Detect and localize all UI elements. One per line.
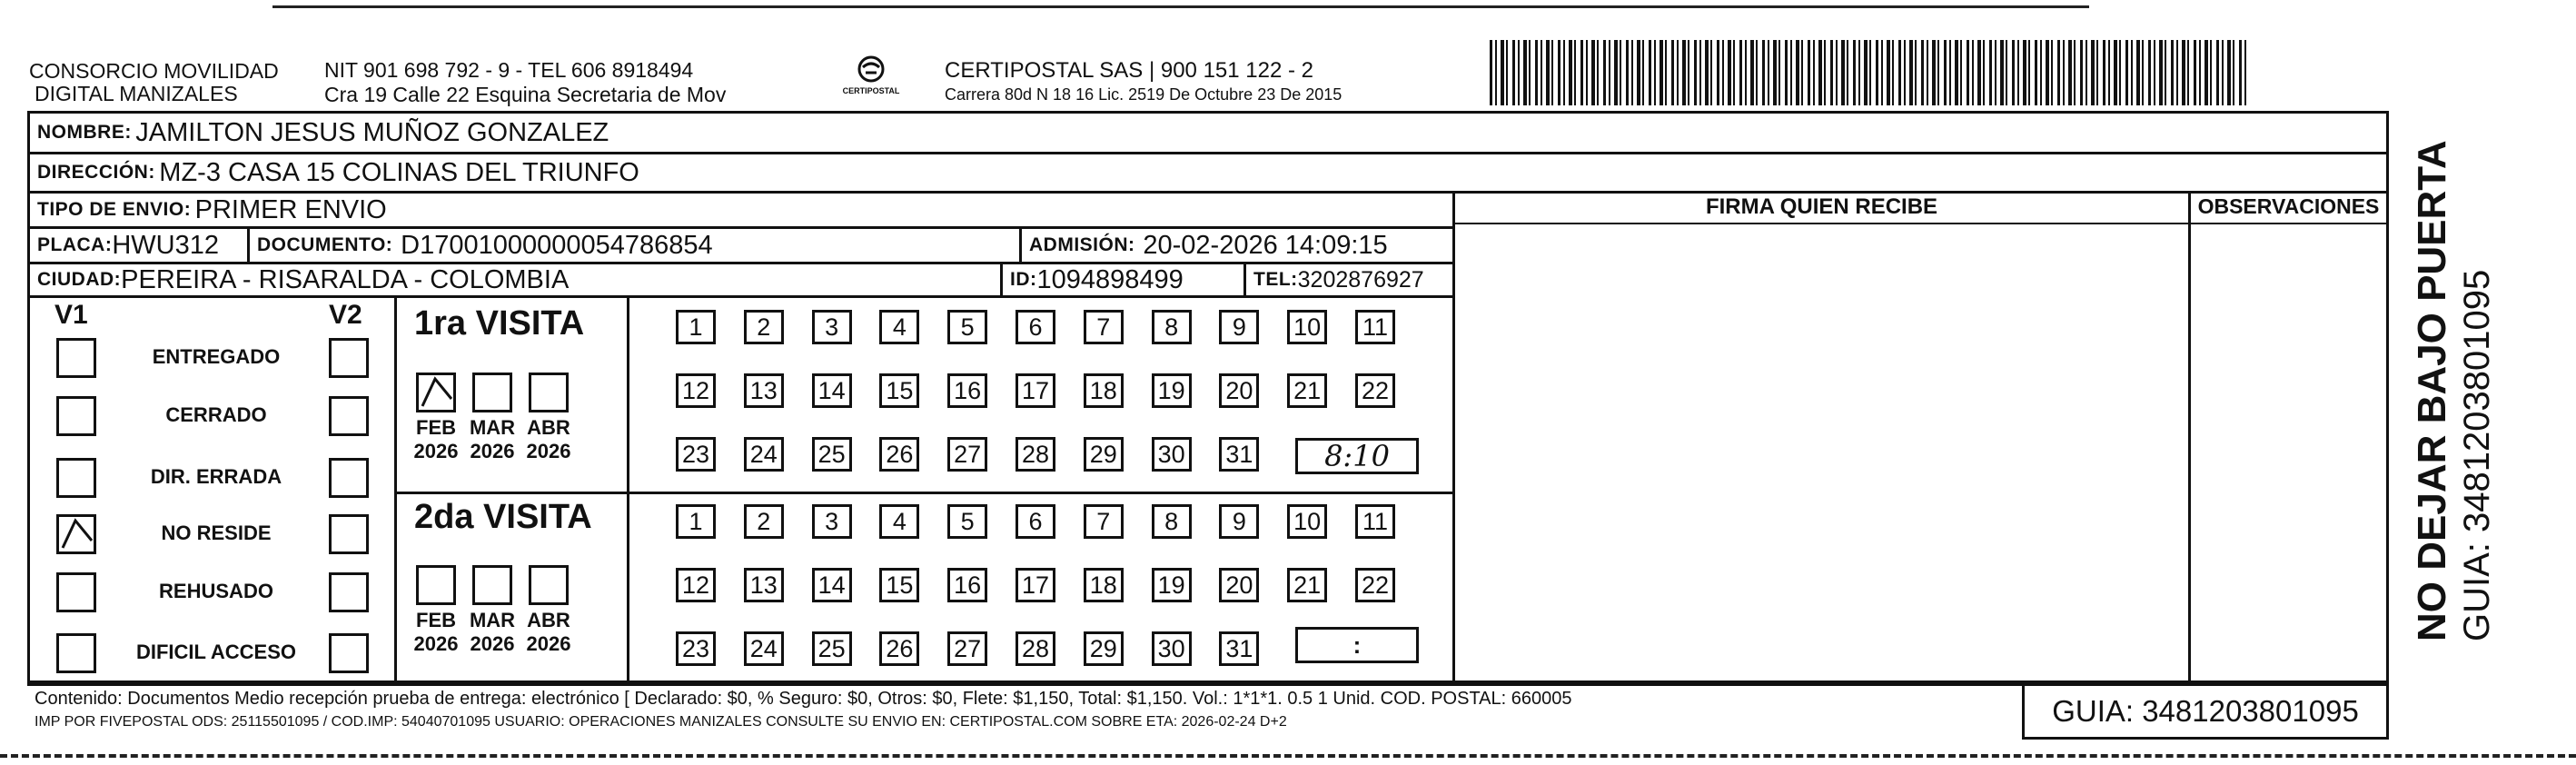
month-checkbox[interactable] xyxy=(529,565,569,605)
month-year: 2026 xyxy=(413,632,459,655)
month-year: 2026 xyxy=(526,632,571,655)
placa-value: HWU312 xyxy=(112,230,219,260)
top-torn-edge xyxy=(272,0,2089,8)
first-visit-day-box[interactable]: 7 xyxy=(1084,310,1124,344)
month-checkbox[interactable] xyxy=(529,373,569,412)
first-visit-day-box[interactable]: 22 xyxy=(1355,373,1395,408)
first-visit-day-box[interactable]: 19 xyxy=(1152,373,1192,408)
second-visit-day-box[interactable]: 5 xyxy=(947,504,987,539)
first-visit-day-box[interactable]: 16 xyxy=(947,373,987,408)
v2-label: V2 xyxy=(329,300,362,330)
first-visit-day-box[interactable]: 30 xyxy=(1152,437,1192,472)
month-year: 2026 xyxy=(470,440,515,462)
no-dejar-bajo-puerta: NO DEJAR BAJO PUERTA xyxy=(2410,140,2454,641)
second-visit-day-box[interactable]: 17 xyxy=(1016,568,1055,602)
month-year: 2026 xyxy=(413,440,459,462)
second-visit-day-box[interactable]: 25 xyxy=(812,631,852,666)
first-visit-day-box[interactable]: 27 xyxy=(947,437,987,472)
firma-header-line xyxy=(1452,223,2191,224)
admision-label: ADMISIÓN: xyxy=(1029,234,1135,255)
option-label: ENTREGADO xyxy=(152,345,281,368)
documento-value: D17001000000054786854 xyxy=(401,230,713,260)
guia-box xyxy=(2022,683,2389,740)
documento-cell xyxy=(247,226,1022,264)
month-label xyxy=(412,609,460,656)
address-line: Cra 19 Calle 22 Esquina Secretaria de Mov xyxy=(324,83,727,106)
v1-checkbox[interactable] xyxy=(56,458,96,498)
barcode xyxy=(1490,40,2248,105)
first-visit-day-box[interactable]: 12 xyxy=(676,373,716,408)
first-visit-day-box[interactable]: 31 xyxy=(1219,437,1259,472)
second-visit-day-box[interactable]: 9 xyxy=(1219,504,1259,539)
second-visit-day-box[interactable]: 2 xyxy=(744,504,784,539)
month-checkbox[interactable] xyxy=(416,565,456,605)
second-visit-day-box[interactable]: 18 xyxy=(1084,568,1124,602)
guia-box-text: GUIA: 3481203801095 xyxy=(2052,694,2359,728)
month-name: FEB xyxy=(416,416,456,439)
nit-line: NIT 901 698 792 - 9 - TEL 606 8918494 xyxy=(324,58,694,82)
placa-label: PLACA: xyxy=(37,234,113,255)
second-visit-day-box[interactable]: 3 xyxy=(812,504,852,539)
month-name: FEB xyxy=(416,609,456,631)
option-label: REHUSADO xyxy=(159,580,273,602)
second-visit-day-box[interactable]: 29 xyxy=(1084,631,1124,666)
observaciones-header-line xyxy=(2188,223,2389,224)
nombre-label: NOMBRE: xyxy=(37,122,132,143)
ciudad-value: PEREIRA - RISARALDA - COLOMBIA xyxy=(121,264,570,294)
second-visit-day-box[interactable]: 20 xyxy=(1219,568,1259,602)
bottom-torn-edge xyxy=(0,754,2576,758)
tipo-envio-label: TIPO DE ENVIO: xyxy=(37,199,192,220)
second-visit-day-box[interactable]: 24 xyxy=(744,631,784,666)
observaciones-area[interactable] xyxy=(2188,191,2389,683)
second-visit-day-box[interactable]: 14 xyxy=(812,568,852,602)
first-visit-day-box[interactable]: 13 xyxy=(744,373,784,408)
first-visit-day-box[interactable]: 18 xyxy=(1084,373,1124,408)
month-checkbox[interactable] xyxy=(472,373,512,412)
second-visit-day-box[interactable]: 15 xyxy=(879,568,919,602)
v2-checkbox[interactable] xyxy=(329,572,369,612)
second-visit-day-box[interactable]: 12 xyxy=(676,568,716,602)
month-checkbox[interactable] xyxy=(472,565,512,605)
company-line-2: DIGITAL MANIZALES xyxy=(35,82,238,105)
id-value: 1094898499 xyxy=(1036,264,1184,294)
first-visit-day-box[interactable]: 25 xyxy=(812,437,852,472)
first-visit-day-box[interactable]: 17 xyxy=(1016,373,1055,408)
second-visit-day-box[interactable]: 13 xyxy=(744,568,784,602)
v2-checkbox[interactable] xyxy=(329,458,369,498)
second-visit-day-box[interactable]: 21 xyxy=(1287,568,1327,602)
check-mark-icon xyxy=(59,517,95,553)
first-visit-day-box[interactable]: 23 xyxy=(676,437,716,472)
direccion-label: DIRECCIÓN: xyxy=(37,162,155,183)
second-visit-day-box[interactable]: 23 xyxy=(676,631,716,666)
v1-checkbox[interactable] xyxy=(56,572,96,612)
first-visit-day-box[interactable]: 4 xyxy=(879,310,919,344)
option-label: DIFICIL ACCESO xyxy=(135,641,296,663)
v2-checkbox[interactable] xyxy=(329,338,369,378)
id-label: ID: xyxy=(1010,269,1037,290)
second-visit-day-box[interactable]: 7 xyxy=(1084,504,1124,539)
first-visit-day-box[interactable]: 10 xyxy=(1287,310,1327,344)
first-visit-day-box[interactable]: 9 xyxy=(1219,310,1259,344)
second-visit-time-box[interactable] xyxy=(1295,627,1419,663)
company-line-1: CONSORCIO MOVILIDAD xyxy=(29,59,279,83)
v2-checkbox[interactable] xyxy=(329,633,369,673)
first-visit-day-box[interactable]: 3 xyxy=(812,310,852,344)
first-visit-day-box[interactable]: 24 xyxy=(744,437,784,472)
second-visit-label: 2da VISITA xyxy=(414,498,592,536)
first-visit-day-box[interactable]: 20 xyxy=(1219,373,1259,408)
first-visit-day-box[interactable]: 28 xyxy=(1016,437,1055,472)
second-visit-day-box[interactable]: 28 xyxy=(1016,631,1055,666)
first-visit-label: 1ra VISITA xyxy=(414,304,585,343)
direccion-value: MZ-3 CASA 15 COLINAS DEL TRIUNFO xyxy=(159,157,639,187)
logo-icon xyxy=(853,55,889,85)
tel-cell xyxy=(1243,262,1455,298)
tipo-envio-value: PRIMER ENVIO xyxy=(194,194,387,224)
visits-divider xyxy=(394,492,1455,494)
second-visit-day-box[interactable]: 10 xyxy=(1287,504,1327,539)
v1-checkbox[interactable] xyxy=(56,514,96,554)
second-visit-day-box[interactable]: 6 xyxy=(1016,504,1055,539)
option-label: DIR. ERRADA xyxy=(150,465,282,488)
month-year: 2026 xyxy=(526,440,571,462)
months-divider xyxy=(627,295,629,683)
second-visit-day-box[interactable]: 4 xyxy=(879,504,919,539)
placa-cell xyxy=(27,226,250,264)
side-guia: GUIA: 3481203801095 xyxy=(2457,269,2497,641)
first-visit-time: 8:10 xyxy=(1324,439,1390,473)
second-visit-day-box[interactable]: 16 xyxy=(947,568,987,602)
second-visit-day-box[interactable]: 31 xyxy=(1219,631,1259,666)
v1-label: V1 xyxy=(54,300,88,330)
first-visit-day-box[interactable]: 26 xyxy=(879,437,919,472)
second-visit-day-box[interactable]: 11 xyxy=(1355,504,1395,539)
second-visit-day-box[interactable]: 1 xyxy=(676,504,716,539)
direccion-row xyxy=(27,152,2389,194)
second-visit-day-box[interactable]: 22 xyxy=(1355,568,1395,602)
courier-line-2: Carrera 80d N 18 16 Lic. 2519 De Octubre 23 De 2015 xyxy=(945,85,1342,104)
second-visit-day-box[interactable]: 8 xyxy=(1152,504,1192,539)
first-visit-day-box[interactable]: 14 xyxy=(812,373,852,408)
month-year: 2026 xyxy=(470,632,515,655)
second-visit-day-box[interactable]: 19 xyxy=(1152,568,1192,602)
tipo-envio-row xyxy=(27,191,1455,229)
firma-area[interactable] xyxy=(1452,191,2191,683)
documento-label: DOCUMENTO: xyxy=(257,234,393,255)
ciudad-cell xyxy=(27,262,1003,298)
month-label xyxy=(469,416,516,463)
admision-cell xyxy=(1019,226,1455,264)
header xyxy=(29,58,1482,109)
first-visit-day-box[interactable]: 11 xyxy=(1355,310,1395,344)
id-cell xyxy=(1000,262,1246,298)
v1-checkbox[interactable] xyxy=(56,338,96,378)
month-checkbox[interactable] xyxy=(416,373,456,412)
first-visit-day-box[interactable]: 8 xyxy=(1152,310,1192,344)
month-label xyxy=(412,416,460,463)
first-visit-time-box[interactable] xyxy=(1295,438,1419,474)
month-name: ABR xyxy=(527,609,570,631)
observaciones-label: OBSERVACIONES xyxy=(2197,194,2380,218)
option-label: NO RESIDE xyxy=(161,522,272,544)
month-name: MAR xyxy=(469,416,516,439)
first-visit-day-box[interactable]: 29 xyxy=(1084,437,1124,472)
courier-line-1: CERTIPOSTAL SAS | 900 151 122 - 2 xyxy=(945,58,1313,83)
first-visit-day-box[interactable]: 15 xyxy=(879,373,919,408)
first-visit-day-box[interactable]: 21 xyxy=(1287,373,1327,408)
first-visit-day-box[interactable]: 5 xyxy=(947,310,987,344)
contenido-text: Contenido: Documentos Medio recepción prueba de entrega: electrónico [ Declarado: $0, % Seguro: $0, Otros: $0, Flete: $1,150, Total: $1,150. Vol.: 1*1*1. 0.5 1 Unid. COD. POSTAL: 660005 xyxy=(35,689,1572,709)
options-divider xyxy=(394,295,397,683)
second-visit-day-box[interactable]: 27 xyxy=(947,631,987,666)
tel-value: 3202876927 xyxy=(1297,266,1424,293)
month-name: ABR xyxy=(527,416,570,439)
first-visit-day-box[interactable]: 1 xyxy=(676,310,716,344)
imp-text: IMP POR FIVEPOSTAL ODS: 25115501095 / COD.IMP: 54040701095 USUARIO: OPERACIONES MANIZALES CONSULTE SU ENVIO EN: CERTIPOSTAL.COM SOBRE ETA: 2026-02-24 D+2 xyxy=(35,714,1287,730)
month-name: MAR xyxy=(469,609,516,631)
v1-checkbox[interactable] xyxy=(56,633,96,673)
v2-checkbox[interactable] xyxy=(329,396,369,436)
tel-label: TEL: xyxy=(1253,269,1298,290)
nombre-row xyxy=(27,111,2389,154)
first-visit-day-box[interactable]: 6 xyxy=(1016,310,1055,344)
v1-checkbox[interactable] xyxy=(56,396,96,436)
month-label xyxy=(525,416,572,463)
second-visit-time: : xyxy=(1352,631,1362,659)
certipostal-logo: CERTIPOSTAL xyxy=(833,55,909,95)
month-label xyxy=(525,609,572,656)
second-visit-day-box[interactable]: 26 xyxy=(879,631,919,666)
first-visit-day-box[interactable]: 2 xyxy=(744,310,784,344)
v2-checkbox[interactable] xyxy=(329,514,369,554)
month-label xyxy=(469,609,516,656)
option-label: CERRADO xyxy=(165,403,267,426)
nombre-value: JAMILTON JESUS MUÑOZ GONZALEZ xyxy=(135,117,609,147)
admision-value: 20-02-2026 14:09:15 xyxy=(1143,230,1388,260)
check-mark-icon xyxy=(419,375,455,412)
firma-label: FIRMA QUIEN RECIBE xyxy=(1705,194,1938,219)
second-visit-day-box[interactable]: 30 xyxy=(1152,631,1192,666)
ciudad-label: CIUDAD: xyxy=(37,269,122,290)
side-text xyxy=(2409,133,2527,641)
